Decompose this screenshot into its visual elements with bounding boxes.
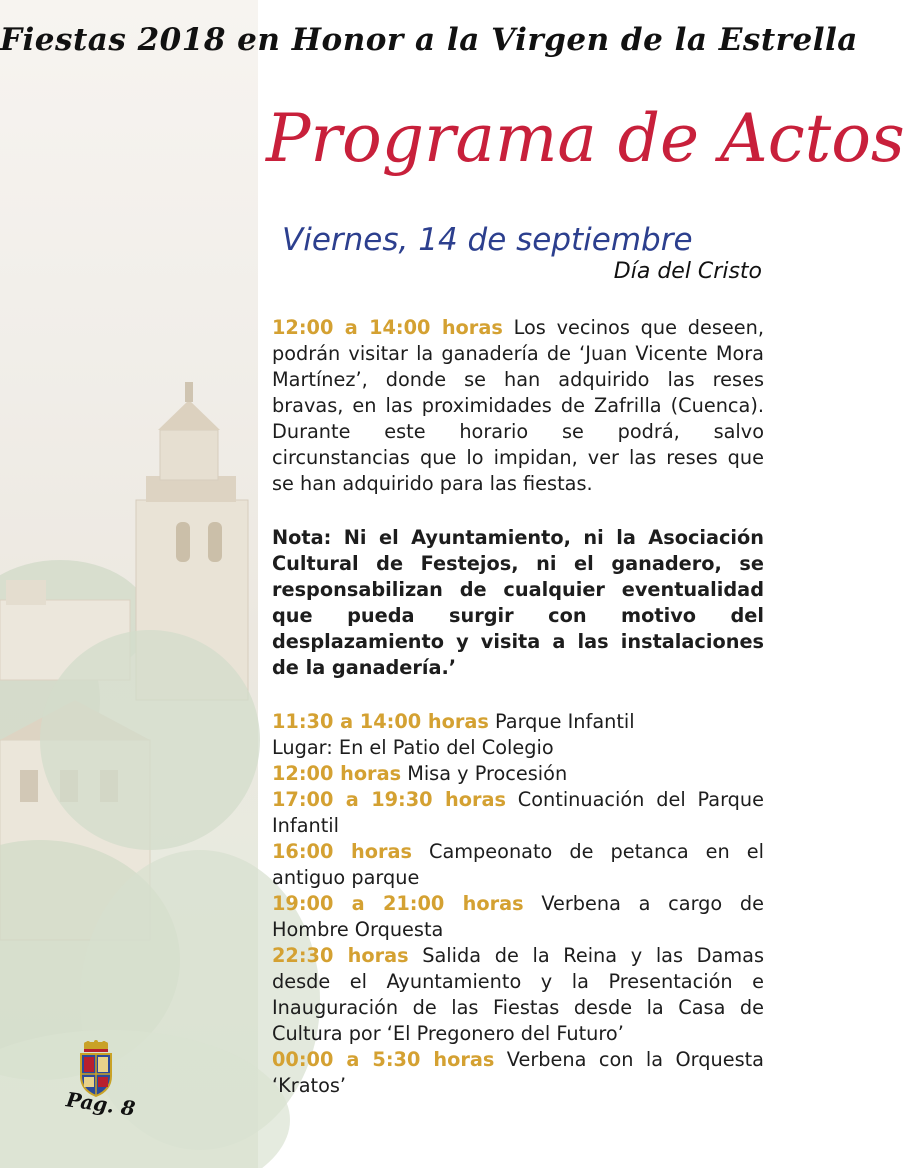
- schedule-item: [272, 735, 764, 761]
- schedule-item: [272, 709, 764, 735]
- page-number: Pag. 8: [64, 1087, 137, 1121]
- schedule-item: [272, 787, 764, 839]
- schedule-item: [272, 1047, 764, 1099]
- schedule-text: Verbena a cargo de Hombre Orquesta: [272, 892, 765, 941]
- schedule-item: [272, 891, 764, 943]
- disclaimer-note: Nota: Ni el Ayuntamiento, ni la Asociación Cultural de Festejos, ni el ganadero, se responsabilizan de cualquier eventualidad que pueda surgir con motivo del desplazamiento y visita a las instalaciones de la ganadería.’: [272, 526, 764, 679]
- day-name: Día del Cristo: [613, 259, 762, 284]
- intro-paragraph: [272, 315, 764, 497]
- schedule-text: Campeonato de petanca en el antiguo parque: [272, 840, 765, 889]
- intro-time: 12:00 a 14:00 horas: [272, 316, 503, 339]
- schedule-time: 22:30 horas: [272, 944, 409, 967]
- schedule-text: Parque Infantil: [488, 710, 635, 733]
- festival-title: Fiestas 2018 en Honor a la Virgen de la Estrella: [0, 22, 858, 58]
- schedule-item: [272, 761, 764, 787]
- schedule-text: Continuación del Parque Infantil: [272, 788, 764, 837]
- schedule-text: Verbena con la Orquesta ‘Kratos’: [272, 1048, 764, 1097]
- schedule-list: [272, 709, 764, 1099]
- schedule-time: 17:00 a 19:30 horas: [272, 788, 506, 811]
- schedule-text: Lugar: En el Patio del Colegio: [272, 736, 554, 759]
- church-tower-illustration: [0, 0, 258, 1168]
- schedule-text: Misa y Procesión: [401, 762, 568, 785]
- intro-text: Los vecinos que deseen, podrán visitar la ganadería de ‘Juan Vicente Mora Martínez’, donde se han adquirido las reses bravas, en las proximidades de Zafrilla (Cuenca). Durante este horario se podrá, salvo circunstancias que lo impidan, ver las reses que se han adquirido para las fiestas.: [272, 316, 764, 495]
- schedule-time: 00:00 a 5:30 horas: [272, 1048, 495, 1071]
- program-title: Programa de Actos: [266, 100, 905, 177]
- schedule-time: 19:00 a 21:00 horas: [272, 892, 524, 915]
- schedule-item: [272, 839, 764, 891]
- schedule-time: 11:30 a 14:00 horas: [272, 710, 489, 733]
- schedule-text: Salida de la Reina y las Damas desde el Ayuntamiento y la Presentación e Inauguración de las Fiestas desde la Casa de Cultura por ‘El Pregonero del Futuro’: [272, 944, 764, 1045]
- event-date: Viernes, 14 de septiembre: [282, 222, 693, 258]
- schedule-time: 12:00 horas: [272, 762, 402, 785]
- schedule-time: 16:00 horas: [272, 840, 412, 863]
- schedule-item: [272, 943, 764, 1047]
- program-body: [272, 315, 764, 1099]
- background-photo: [0, 0, 258, 1168]
